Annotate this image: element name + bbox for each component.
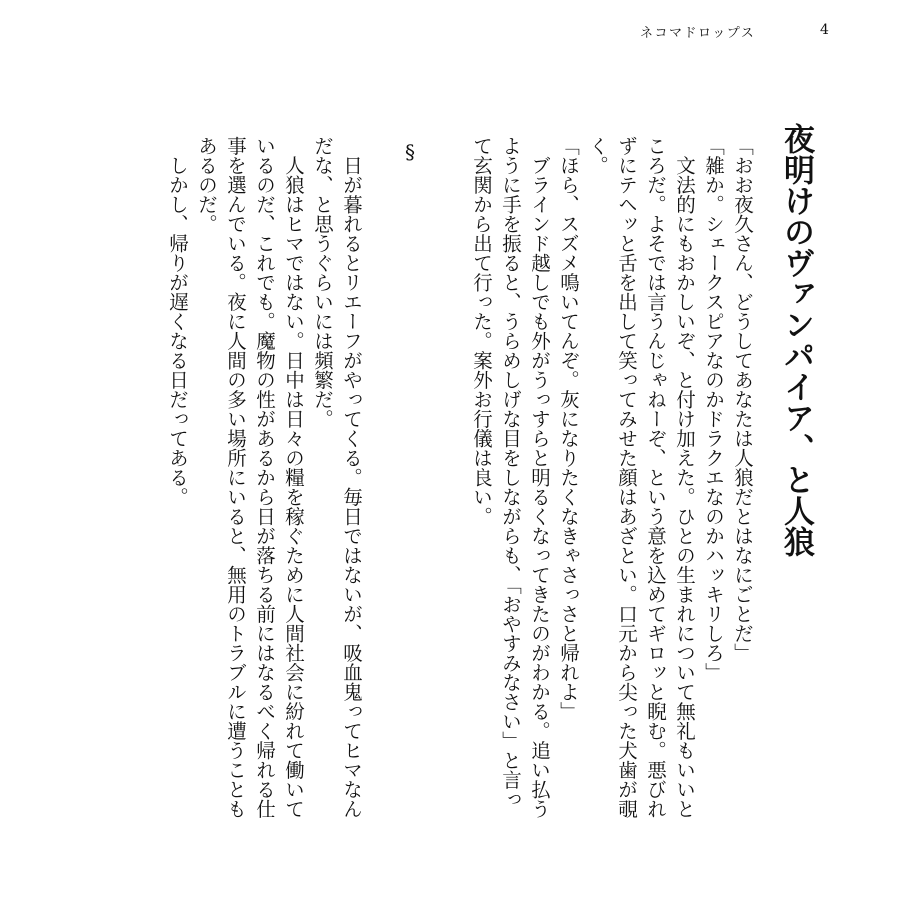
text-line: く。 (586, 136, 609, 175)
text-line: 文法的にもおかしいぞ、と付け加えた。ひとの生まれについて無礼もいいと (673, 136, 696, 819)
section-break-mark: § (405, 140, 415, 164)
text-line: 事を選んでいる。夜に人間の多い場所にいると、無用のトラブルに遭うことも (224, 136, 247, 819)
text-line: いるのだ、これでも。魔物の性があるから日が落ちる前にはなるべく帰れる仕 (253, 136, 276, 819)
text-line: しかし、帰りが遅くなる日だってある。 (166, 136, 189, 507)
text-line: だな、と思うぐらいには頻繁だ。 (311, 136, 334, 429)
page-number: 4 (820, 22, 829, 38)
text-line: 人狼はヒマではない。日中は日々の糧を稼ぐために人間社会に紛れて働いて (282, 136, 305, 819)
text-line: 「雑か。シェークスピアなのかドラクエなのかハッキリしろ」 (702, 136, 725, 682)
text-line: 日が暮れるとリエーフがやってくる。毎日ではないが、吸血鬼ってヒマなん (340, 136, 363, 819)
text-line: ずにテヘッと舌を出して笑ってみせた顔はあざとい。口元から尖った犬歯が覗 (615, 136, 638, 819)
running-head: ネコマドロップス (640, 26, 756, 41)
text-line: ブラインド越しでも外がうっすらと明るくなってきたのがわかる。追い払う (528, 136, 551, 819)
text-line: て玄関から出て行った。案外お行儀は良い。 (470, 136, 493, 526)
text-line: 「ほら、スズメ鳴いてんぞ。灰になりたくなきゃさっさと帰れよ」 (557, 136, 580, 721)
text-line: あるのだ。 (195, 136, 218, 234)
text-line: ように手を振ると、うらめしげな目をしながらも、「おやすみなさい」と言っ (499, 136, 522, 809)
text-line: ころだ。よそでは言うんじゃねーぞ、という意を込めてギロッと睨む。悪びれ (644, 136, 667, 819)
chapter-title: 夜明けのヴァンパイア、と人狼 (778, 123, 814, 557)
text-line: 「おお夜久さん、どうしてあなたは人狼だとはなにごとだ」 (731, 136, 754, 663)
